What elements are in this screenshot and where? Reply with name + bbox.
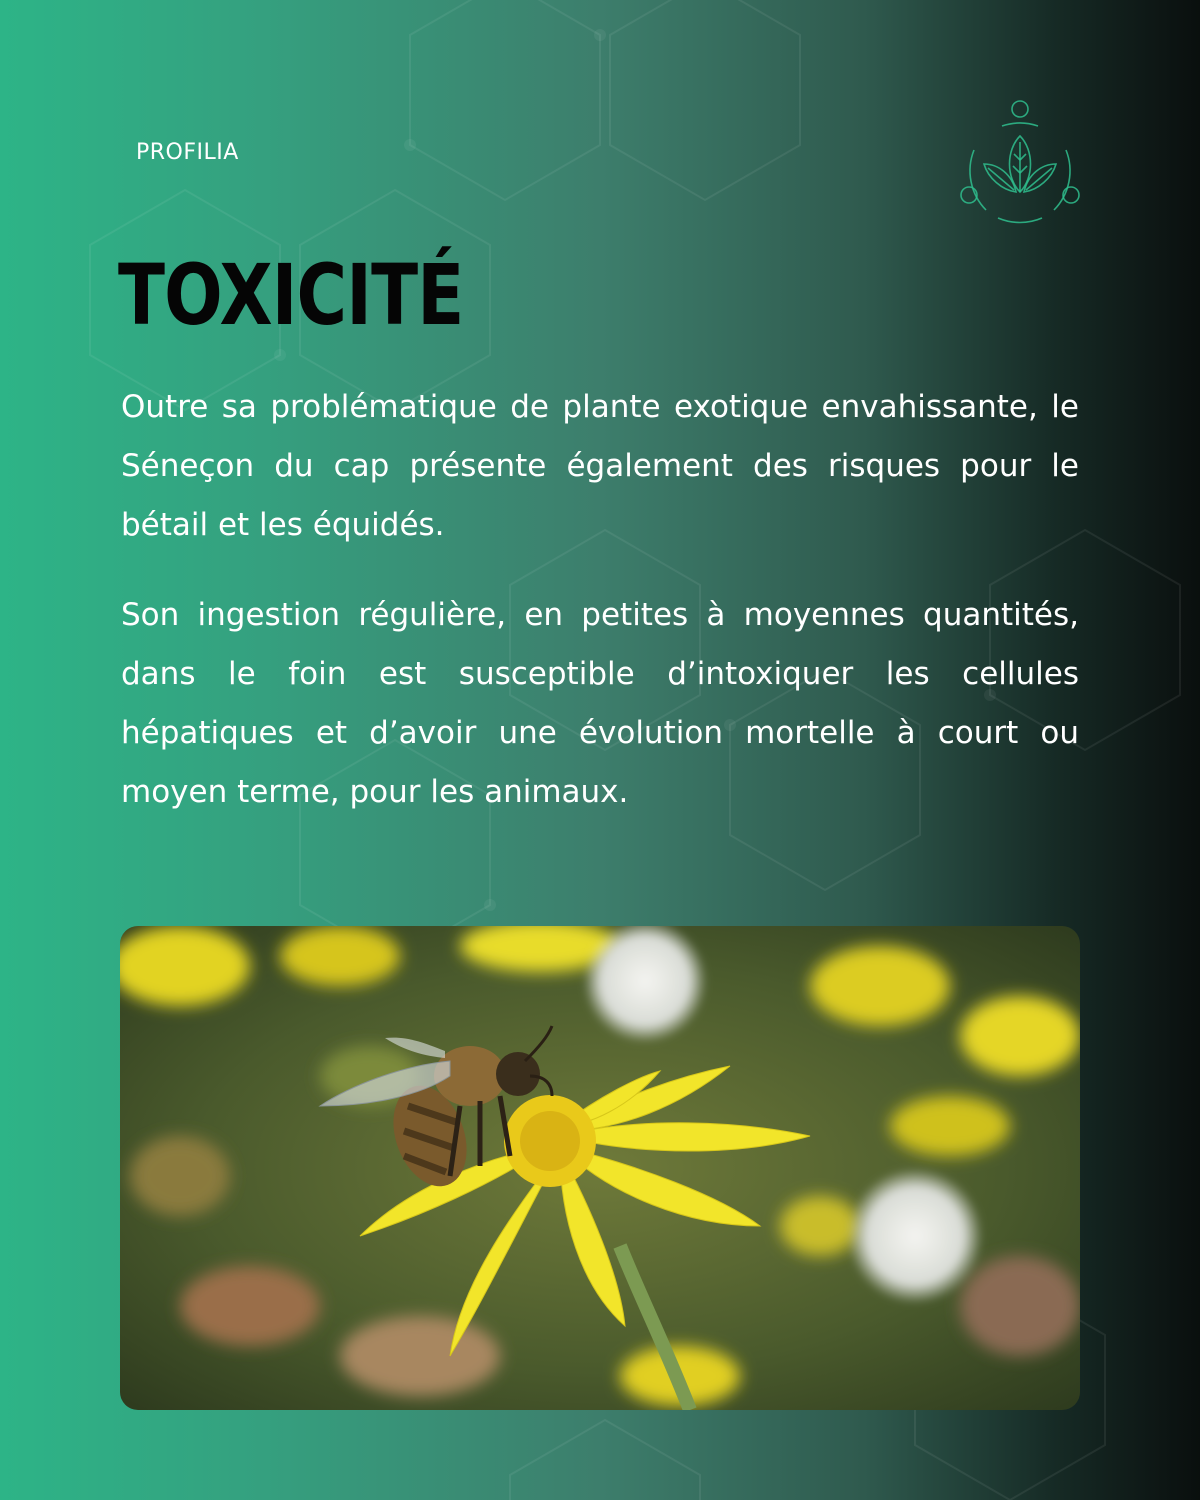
- page-title: TOXICITÉ: [118, 246, 464, 344]
- leaf-circle-logo-icon: [958, 98, 1082, 226]
- paragraph-intro: Outre sa problématique de plante exotique envahissante, le Séneçon du cap présente également des risques pour le bétail et les équidés.: [121, 389, 1079, 543]
- body-text: [121, 378, 1079, 853]
- bee-on-yellow-flower-photo: [120, 926, 1080, 1410]
- paragraph-ingestion: Son ingestion régulière, en petites à moyennes quantités, dans le foin est susceptible d’intoxiquer les cellules hépatiques et d’avoir une évolution mortelle à court ou moyen terme, pour les animaux.: [121, 597, 1079, 810]
- brand-name: PROFILIA: [136, 140, 239, 165]
